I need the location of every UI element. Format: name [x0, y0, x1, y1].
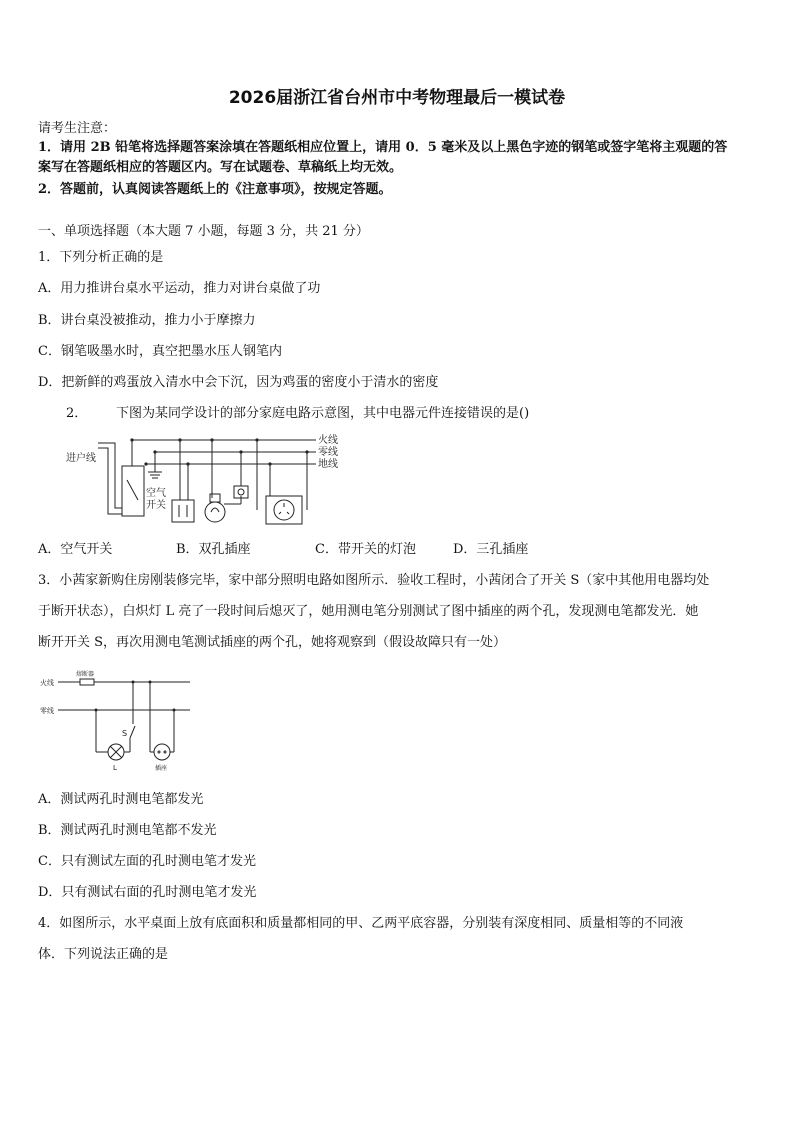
q1-option-a: A．用力推讲台桌水平运动，推力对讲台桌做了功	[38, 281, 321, 296]
q3-label-fuse: 熔断器	[76, 671, 95, 678]
q2-stem: 下图为某同学设计的部分家庭电路示意图，其中电器元件连接错误的是()	[116, 406, 530, 421]
q2-label-live: 火线	[318, 435, 338, 446]
section-heading: 一、单项选择题（本大题 7 小题，每题 3 分，共 21 分）	[38, 224, 369, 239]
exam-title: 2026届浙江省台州市中考物理最后一模试卷	[228, 88, 566, 108]
q2-number: 2．	[66, 406, 88, 421]
q3-option-b: B．测试两孔时测电笔都不发光	[38, 823, 217, 838]
q4-stem-line-2: 体．下列说法正确的是	[38, 947, 169, 962]
q3-label-neutral: 零线	[40, 707, 54, 715]
q2-option-c: C．带开关的灯泡	[315, 542, 416, 557]
q1-option-c: C．钢笔吸墨水时，真空把墨水压人钢笔内	[38, 344, 282, 359]
q3-stem-line-3: 断开开关 S，再次用测电笔测试插座的两个孔，她将观察到（假设故障只有一处）	[38, 635, 507, 650]
q3-stem-line-1: 3．小茜家新购住房刚装修完毕，家中部分照明电路如图所示．验收工程时，小茜闭合了开关 S（家中其他用电器均处	[38, 573, 710, 588]
q2-label-neutral: 零线	[318, 447, 338, 458]
q2-label-breaker-1: 空气	[146, 488, 166, 499]
q3-label-socket: 插座	[155, 765, 168, 772]
q2-label-earth: 地线	[318, 459, 338, 470]
notice-item-1: 1．请用 2B 铅笔将选择题答案涂填在答题纸相应位置上，请用 0．5 毫米及以上黑色字迹的钢笔或签字笔将主观题的答	[38, 140, 728, 155]
q3-option-a: A．测试两孔时测电笔都发光	[38, 792, 204, 807]
q3-label-live: 火线	[40, 679, 54, 687]
q3-circuit-figure	[38, 666, 198, 776]
q3-stem-line-2: 于断开状态），白炽灯 L 亮了一段时间后熄灭了，她用测电笔分别测试了图中插座的两个孔，发现测电笔都发光．她	[38, 604, 699, 619]
notice-heading: 请考生注意：	[38, 121, 117, 136]
q4-stem-line-1: 4．如图所示，水平桌面上放有底面积和质量都相同的甲、乙两平底容器，分别装有深度相同、质量相等的不同液	[38, 916, 684, 931]
q3-label-switch: S	[122, 729, 128, 738]
q2-label-inlet: 进户线	[66, 453, 96, 464]
q1-option-b: B．讲台桌没被推动，推力小于摩擦力	[38, 313, 256, 328]
q3-option-c: C．只有测试左面的孔时测电笔才发光	[38, 854, 256, 869]
q2-option-b: B．双孔插座	[176, 542, 251, 557]
q3-label-lamp: L	[113, 764, 117, 772]
q2-label-breaker-2: 开关	[146, 500, 166, 511]
q2-option-d: D．三孔插座	[453, 542, 529, 557]
q2-circuit-figure	[60, 428, 360, 534]
notice-item-1-cont: 案写在答题纸相应的答题区内。写在试题卷、草稿纸上均无效。	[38, 160, 403, 175]
q3-option-d: D．只有测试右面的孔时测电笔才发光	[38, 885, 257, 900]
q1-stem: 1．下列分析正确的是	[38, 250, 164, 265]
q1-option-d: D．把新鲜的鸡蛋放入清水中会下沉，因为鸡蛋的密度小于清水的密度	[38, 375, 439, 390]
q2-option-a: A．空气开关	[38, 542, 113, 557]
notice-item-2: 2．答题前，认真阅读答题纸上的《注意事项》，按规定答题。	[38, 182, 392, 197]
